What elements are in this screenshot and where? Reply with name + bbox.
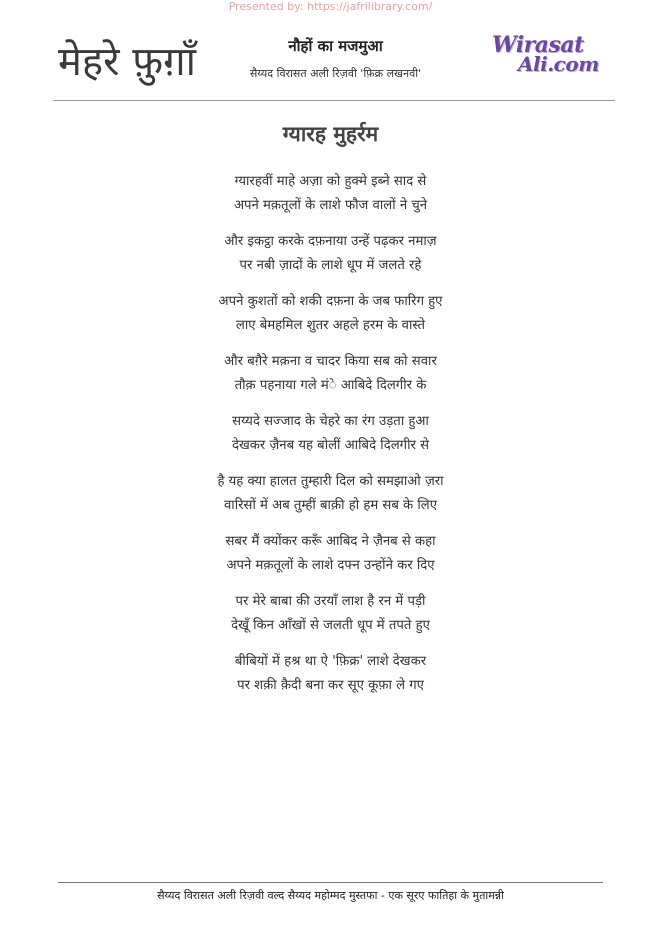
stanza: [0, 410, 661, 470]
stanza: [0, 470, 661, 530]
stanza: [0, 530, 661, 590]
book-title: मेहरे फ़ुग़ाँ: [58, 39, 196, 85]
poem-title: ग्यारह मुहर्रम: [282, 122, 379, 146]
header-center: [218, 36, 453, 81]
verse-line: पर मेरे बाबा की उरयाँ लाश है रन में पड़ी: [235, 594, 426, 609]
verse-line: पर नबी ज़ादों के लाशे धूप में जलते रहे: [239, 258, 422, 273]
stanza: [0, 590, 661, 650]
stanza: [0, 350, 661, 410]
verse-line: देखूँ किन आँखों से जलती धूप में तपते हुए: [231, 618, 430, 633]
verse-line: वारिसों में अब तुम्हीं बाक़ी हो हम सब के लिए: [223, 498, 438, 513]
verse-line: और बग़ैरे मक़ना व चादर किया सब को सवार: [224, 354, 437, 369]
verse-line: पर शक़ी क़ैदी बना कर सूए कूफ़ा ले गए: [237, 678, 424, 693]
verse-line: अपने मक़तूलों के लाशे फौज वालों ने चुने: [233, 198, 428, 213]
author-name: सैय्यद विरासत अली रिज़वी 'फ़िक्र लखनवी': [249, 67, 422, 80]
collection-title: नौहों का मजमुआ: [288, 37, 383, 55]
verse-line: लाए बेमहमिल शुतर अहले हरम के वास्ते: [235, 318, 426, 333]
logo-text-line1: Wirasat: [492, 32, 584, 58]
footer-divider: [58, 882, 603, 883]
poem-body: [0, 170, 661, 710]
verse-line: अपने मक़तूलों के लाशे दफ्न उन्होंने कर दिए: [226, 558, 435, 573]
verse-line: तौक़ पहनाया गले मंे आबिदे दिलगीर के: [234, 378, 427, 393]
verse-line: सय्यदे सज्जाद के चेहरे का रंग उड़ता हुआ: [232, 414, 429, 429]
stanza: [0, 290, 661, 350]
stanza: [0, 650, 661, 710]
verse-line: सबर मैं क्योंकर करूँ आबिद ने ज़ैनब से कहा: [225, 534, 436, 549]
logo-text-line2: Ali.com: [518, 52, 599, 76]
verse-line: अपने कुशतों को शकी दफ़ना के जब फारिग हुए: [218, 294, 443, 309]
verse-line: है यह क्या हालत तुम्हारी दिल को समझाओ ज़रा: [217, 474, 444, 489]
verse-line: बीबियों में हश्र था ऐ 'फ़िक्र' लाशे देखकर: [234, 654, 427, 669]
stanza: [0, 170, 661, 230]
footer-dedication: सैय्यद विरासत अली रिज़वी वल्द सैय्यद महोम्मद मुस्तफा - एक सूरए फातिहा के मुतामन्नी: [157, 889, 504, 902]
verse-line: और इकट्ठा करके दफ़नाया उन्हें पढ़कर नमाज़: [224, 234, 437, 249]
presented-by-link[interactable]: Presented by: https://jafrilibrary.com/: [228, 0, 433, 13]
verse-line: देखकर ज़ैनब यह बोलीं आबिदे दिलगीर से: [232, 438, 429, 453]
verse-line: ग्यारहवीं माहे अज़ा को हुक्मे इब्ने साद से: [234, 174, 427, 189]
header-divider: [53, 100, 615, 101]
wirasat-ali-logo[interactable]: [490, 32, 610, 76]
stanza: [0, 230, 661, 290]
